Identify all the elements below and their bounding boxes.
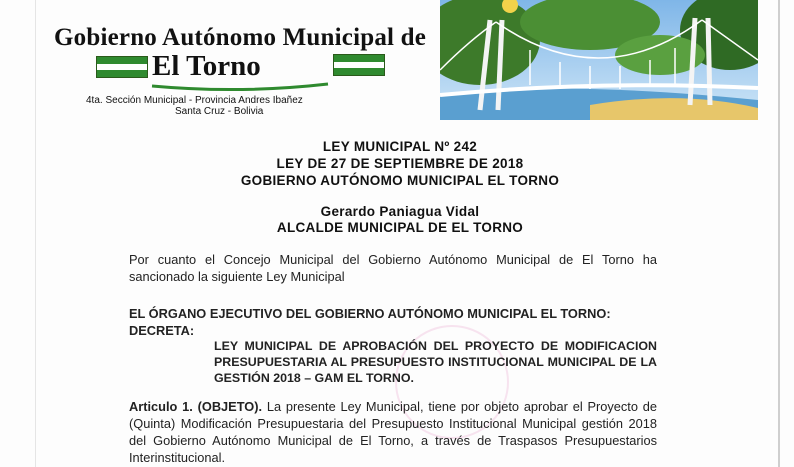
- flag-stripe: [97, 57, 147, 64]
- swoosh-path: [152, 84, 328, 90]
- municipality-name: El Torno: [152, 50, 261, 82]
- mayor-title: ALCALDE MUNICIPAL DE EL TORNO: [276, 220, 524, 235]
- address-line-2: Santa Cruz - Bolivia: [175, 106, 264, 117]
- tower: [708, 18, 710, 105]
- address-line-1: 4ta. Sección Municipal - Provincia Andres Ibañez: [86, 95, 303, 106]
- government-name: GOBIERNO AUTÓNOMO MUNICIPAL EL TORNO: [240, 173, 560, 188]
- flag-stripe: [334, 55, 384, 62]
- executive-organ-heading: EL ÓRGANO EJECUTIVO DEL GOBIERNO AUTÓNOMO MUNICIPAL EL TORNO:: [129, 306, 611, 321]
- municipality-title: Gobierno Autónomo Municipal de: [54, 24, 427, 51]
- title-underline-swoosh: [150, 80, 330, 94]
- mayor-name: Gerardo Paniagua Vidal: [320, 204, 480, 219]
- article-1: [129, 398, 657, 466]
- article-1-text: La presente Ley Municipal, tiene por objeto aprobar el Proyecto de (Quinta) Modificación Presupuestaria del Presupuesto Institucional Municipal gestión 2018 del Gobierno Autónomo Municipal de El Torno, a través de Traspasos Presupuestarios Interinstitucional.: [129, 399, 658, 465]
- page-margin-line: [35, 0, 36, 467]
- article-1-label: Articulo 1. (OBJETO).: [129, 399, 263, 414]
- law-title: LEY MUNICIPAL DE APROBACIÓN DEL PROYECTO DE MODIFICACION PRESUPUESTARIA AL PRESUPUESTO INSTITUCIONAL MUNICIPAL DE LA GESTIÓN 2018 – GAM EL TORNO.: [214, 339, 657, 385]
- law-number: LEY MUNICIPAL Nº 242: [322, 139, 478, 154]
- bolivia-flag-left: [96, 56, 148, 78]
- decreta-heading: DECRETA:: [129, 323, 195, 338]
- flag-stripe: [97, 64, 147, 71]
- flag-stripe: [334, 68, 384, 75]
- flag-stripe: [97, 70, 147, 77]
- bridge-banner-image: [440, 0, 758, 120]
- page-right-edge: [778, 0, 780, 467]
- law-date: LEY DE 27 DE SEPTIEMBRE DE 2018: [276, 156, 524, 171]
- preamble-paragraph: Por cuanto el Concejo Municipal del Gobierno Autónomo Municipal de El Torno ha sancionado la siguiente Ley Municipal: [129, 252, 657, 284]
- bolivia-flag-right: [333, 54, 385, 76]
- flag-stripe: [334, 62, 384, 69]
